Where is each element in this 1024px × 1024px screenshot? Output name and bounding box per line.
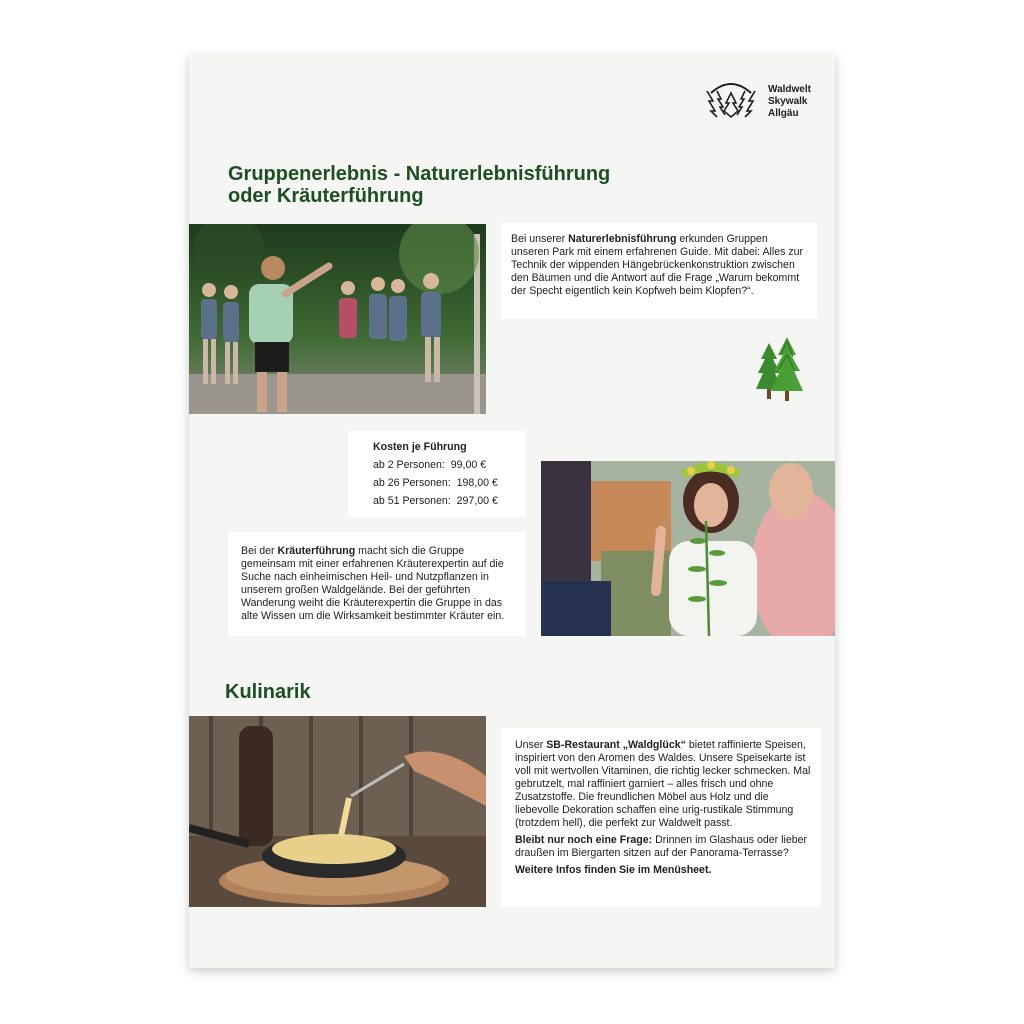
restaurant-question-text: Drinnen im Glashaus oder lieber draußen im Biergarten sitzen auf der Panorama-Terrasse? — [515, 834, 808, 859]
herb-tour-text-pre: Bei der — [241, 545, 278, 557]
cost-price: 99,00 € — [450, 459, 487, 471]
herb-tour-text-post: macht sich die Gruppe gemeinsam mit einer erfahrenen Kräuterexpertin auf die Suche nach einheimischen Heil- und Nutzpflanzen in unserem großen Waldgelände. Bei der geführten Wanderung weiht die Kräuterexpertin die Gruppe in das alte Wissen um die Wirksamkeit bestimmter Kräuter ein. — [241, 545, 505, 622]
restaurant-more-info — [515, 864, 811, 877]
restaurant-text-post: bietet raffinierte Speisen, inspiriert von den Aromen des Waldes. Unsere Speisekarte ist voll mit wertvollen Vitaminen, die richtig lecker schmecken. Mal gebrutzelt, mal raffiniert garniert – alles frisch und ohne Zusatzstoffe. Die freundlichen Möbel aus Holz und die liebevolle Dekoration schaffen eine urig-rustikale Stimmung (trotzdem hell), die perfekt zur Waldwelt passt. — [515, 739, 811, 829]
cost-price: 198,00 € — [456, 477, 498, 489]
brand-line-1: Waldwelt — [768, 84, 811, 95]
cost-row — [373, 459, 516, 472]
nature-tour-text-bold: Naturerlebnisführung — [568, 233, 677, 245]
restaurant-text-pre: Unser — [515, 739, 547, 751]
restaurant-text — [515, 739, 811, 830]
fir-trees-icon — [755, 335, 807, 405]
nature-tour-description — [501, 223, 817, 319]
cost-title: Kosten je Führung — [373, 441, 467, 453]
restaurant-text-bold: SB-Restaurant „Waldglück“ — [546, 739, 686, 751]
cost-label: ab 51 Personen: — [373, 495, 451, 507]
cost-label: ab 2 Personen: — [373, 459, 445, 471]
brand-line-2: Skywalk — [768, 96, 808, 107]
nature-tour-text — [511, 233, 807, 298]
restaurant-question — [515, 834, 811, 860]
section-title-group-experience: Gruppenerlebnis - Naturerlebnisführung oder Kräuterführung — [228, 163, 611, 207]
nature-tour-text-post: erkunden Gruppen unseren Park mit einem erfahrenen Guide. Mit dabei: Alles zur Technik der wippenden Hängebrückenkonstruktion zwischen den Bäumen und die Antwort auf die Frage „Warum bekommt der Specht eigentlich kein Kopfweh beim Klopfen?“. — [511, 233, 804, 297]
herb-tour-description — [228, 532, 526, 636]
restaurant-more-info-text: Weitere Infos finden Sie im Menüsheet. — [515, 864, 712, 876]
section-title-culinary: Kulinarik — [225, 681, 311, 703]
cost-price: 297,00 € — [456, 495, 498, 507]
cost-row — [373, 495, 516, 508]
brand-line-3: Allgäu — [768, 108, 799, 119]
cost-label: ab 26 Personen: — [373, 477, 451, 489]
nature-tour-text-pre: Bei unserer — [511, 233, 569, 245]
herb-expert-photo — [541, 461, 835, 636]
group-tour-photo — [189, 224, 486, 414]
waldwelt-logo-icon — [705, 79, 757, 119]
herb-tour-text — [241, 545, 514, 623]
food-photo — [189, 716, 486, 907]
restaurant-question-bold: Bleibt nur noch eine Frage: — [515, 834, 653, 846]
restaurant-description — [501, 728, 821, 907]
cost-card — [348, 431, 526, 517]
cost-row — [373, 477, 516, 490]
brand-name — [768, 84, 811, 120]
brochure-page — [189, 55, 835, 968]
herb-tour-text-bold: Kräuterführung — [277, 545, 356, 557]
